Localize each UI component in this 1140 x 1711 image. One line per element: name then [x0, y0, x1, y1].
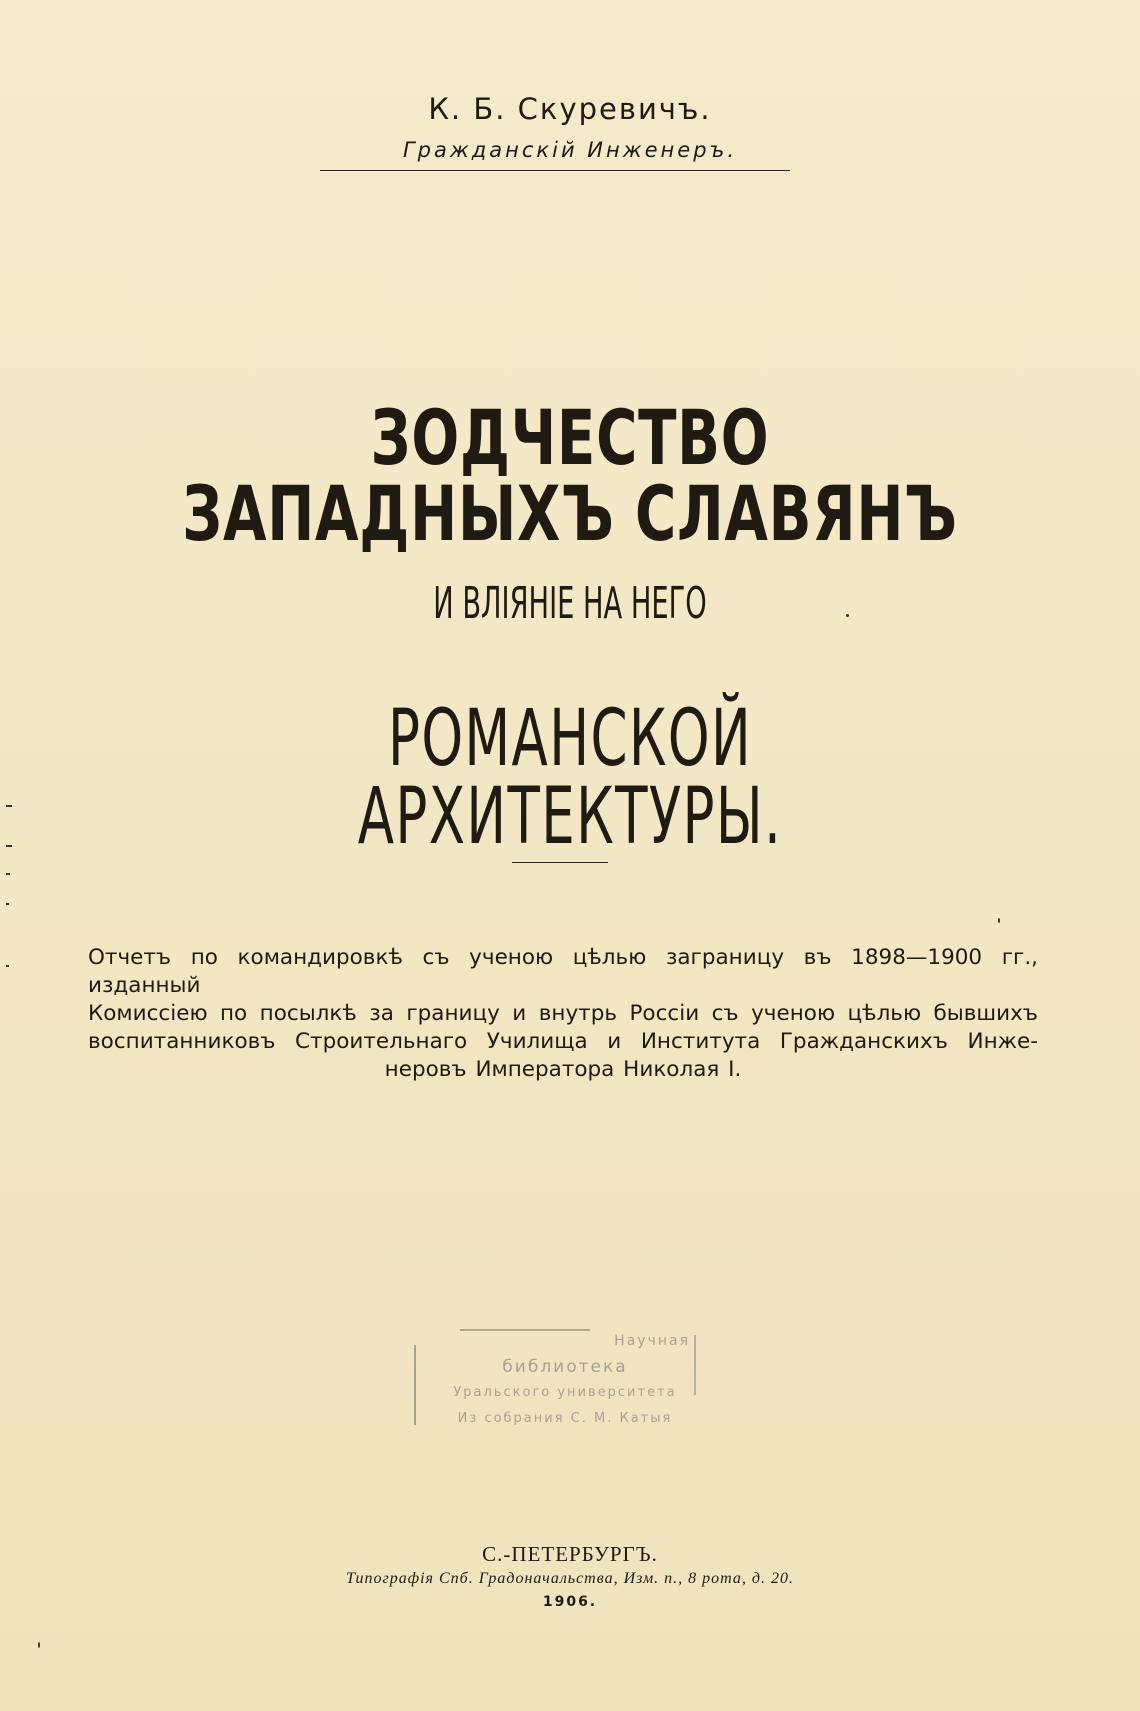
stamp-line: библиотека — [502, 1357, 628, 1377]
description-line: Комиссіею по посылкѣ за границу и внутрь Россіи съ ученою цѣлью бывшихъ — [88, 1001, 1038, 1026]
book-title-connector: И ВЛІЯНІЕ НА НЕГО — [433, 578, 707, 629]
middle-divider — [512, 862, 608, 863]
imprint-press: Типографія Спб. Градоначальства, Изм. п., 8 рота, д. 20. — [345, 1570, 795, 1587]
book-title-second: РОМАНСКОЙ АРХИТЕКТУРЫ. — [357, 694, 783, 862]
margin-marks — [2, 805, 24, 975]
stamp-line: Научная — [614, 1333, 690, 1349]
paper-speck — [38, 1642, 40, 1648]
paper-speck — [998, 918, 1000, 923]
description-line: неровъ Императора Николая I. — [384, 1057, 742, 1082]
top-divider — [320, 170, 790, 171]
description-line: Отчетъ по командировкѣ съ ученою цѣлью заграницу въ 1898—1900 гг., изданный — [88, 945, 1038, 998]
description-line: воспитанниковъ Строительнаго Училища и Института Гражданскихъ Инже- — [88, 1029, 1038, 1054]
stamp-line: Из собрания С. М. Катыя — [457, 1411, 673, 1426]
paper-speck — [846, 614, 849, 617]
report-description — [88, 944, 1038, 1084]
book-title-main: ЗОДЧЕСТВО ЗАПАДНЫХЪ СЛАВЯНЪ — [182, 393, 958, 558]
imprint-city: С.-ПЕТЕРБУРГЪ. — [482, 1542, 658, 1566]
author-name: К. Б. Скуревичъ. — [428, 92, 712, 126]
library-stamp — [410, 1325, 700, 1443]
imprint-year: 1906. — [542, 1594, 598, 1610]
author-title: Гражданскій Инженеръ. — [402, 138, 738, 162]
stamp-line: Уральского университета — [453, 1385, 677, 1400]
